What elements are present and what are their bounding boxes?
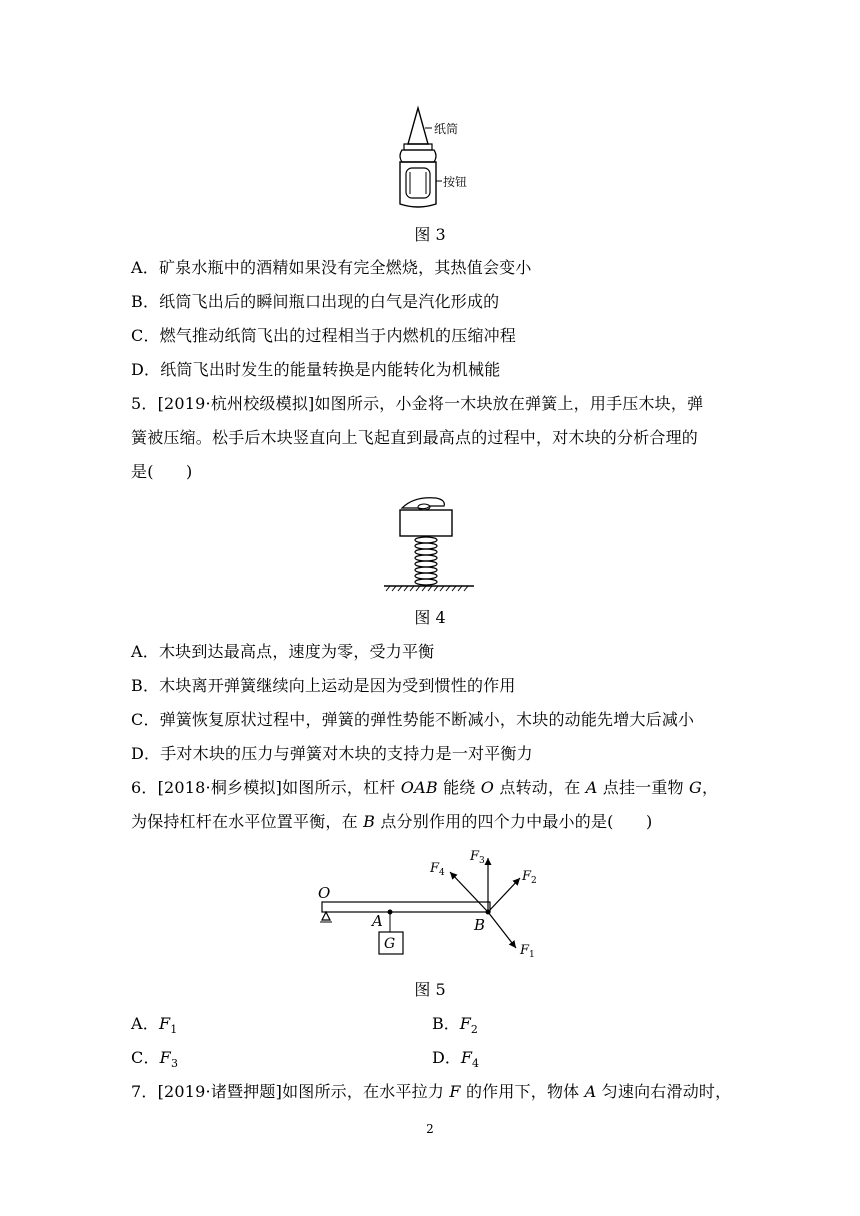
figure-4 <box>380 494 480 594</box>
q5-option-c: C．弹簧恢复原状过程中，弹簧的弹性势能不断减小，木块的动能先增大后减小 <box>131 710 695 729</box>
q6-text: 为保持杠杆在水平位置平衡，在 <box>131 812 364 831</box>
figure-3-drawing <box>380 104 490 216</box>
fig5-label-b: B <box>474 916 486 934</box>
q6-text: 点挂一重物 <box>597 778 690 797</box>
option-var: F <box>159 1048 171 1067</box>
q6-text: 点分别作用的四个力中最小的是( ) <box>375 812 653 831</box>
figure-3-caption: 图 3 <box>414 225 446 244</box>
q5-option-a: A．木块到达最高点，速度为零，受力平衡 <box>131 642 435 661</box>
option-var: F <box>158 1014 171 1033</box>
figure-3 <box>380 104 490 216</box>
option-sub: 1 <box>170 1023 178 1037</box>
option-var: F <box>459 1014 471 1033</box>
q6-option-d <box>432 1047 479 1075</box>
figure-4-drawing <box>380 494 480 594</box>
q5-option-b: B．木块离开弹簧继续向上运动是因为受到惯性的作用 <box>131 676 516 695</box>
q6-option-b <box>432 1013 478 1041</box>
q5-stem-line-3: 是( ) <box>131 462 193 481</box>
q6-stem-line-1 <box>131 777 718 799</box>
q7-var-a: A <box>584 1082 597 1101</box>
q6-option-a <box>131 1013 177 1041</box>
fig5-label-f1: $F_1$ <box>520 943 535 960</box>
option-letter: A． <box>131 1014 159 1033</box>
q7-text: 的作用下，物体 <box>460 1082 585 1101</box>
figure-5 <box>312 842 552 964</box>
q7-text: 匀速向右滑动时， <box>596 1082 732 1101</box>
fig5-label-f2: $F_2$ <box>522 869 537 886</box>
q6-var-g: G <box>689 778 703 797</box>
q4-option-b: B．纸筒飞出后的瞬间瓶口出现的白气是汽化形成的 <box>131 292 500 311</box>
q6-option-c <box>131 1047 178 1075</box>
q4-option-d: D．纸筒飞出时发生的能量转换是内能转化为机械能 <box>131 360 501 379</box>
figure-4-caption: 图 4 <box>414 608 446 627</box>
fig3-label-button: 按钮 <box>443 175 468 189</box>
figure-5-caption: 图 5 <box>414 980 446 999</box>
q5-option-d: D．手对木块的压力与弹簧对木块的支持力是一对平衡力 <box>131 744 533 763</box>
option-letter: D． <box>432 1048 461 1067</box>
q6-var-oab: OAB <box>400 778 438 797</box>
q6-text: ， <box>702 778 719 797</box>
option-sub: 3 <box>170 1057 179 1071</box>
q7-stem-line-1 <box>131 1081 731 1103</box>
q6-text: 点转动，在 <box>494 778 586 797</box>
fig5-label-f4: $F_4$ <box>430 861 445 878</box>
option-var: F <box>460 1048 472 1067</box>
q4-option-a: A．矿泉水瓶中的酒精如果没有完全燃烧，其热值会变小 <box>131 258 532 277</box>
q6-stem-line-2 <box>131 811 652 833</box>
fig5-label-g: G <box>384 936 396 952</box>
option-letter: B． <box>432 1014 460 1033</box>
q7-var-f: F <box>449 1082 461 1101</box>
q6-var-o: O <box>480 778 495 797</box>
option-sub: 4 <box>471 1057 479 1071</box>
fig3-label-tube: 纸筒 <box>434 122 459 136</box>
q6-text: 6．[2018·桐乡模拟]如图所示，杠杆 <box>131 778 401 797</box>
q4-option-c: C．燃气推动纸筒飞出的过程相当于内燃机的压缩冲程 <box>131 326 517 345</box>
fig5-label-f3: $F_3$ <box>470 849 485 866</box>
fig5-label-o: O <box>318 884 331 902</box>
q6-var-a: A <box>585 778 598 797</box>
option-sub: 2 <box>470 1023 478 1037</box>
q5-stem-line-1: 5．[2019·杭州校级模拟]如图所示，小金将一木块放在弹簧上，用手压木块，弹 <box>131 394 704 413</box>
q5-stem-line-2: 簧被压缩。松手后木块竖直向上飞起直到最高点的过程中，对木块的分析合理的 <box>131 428 699 447</box>
q6-var-b: B <box>363 812 376 831</box>
q6-text: 能绕 <box>437 778 481 797</box>
page-number: 2 <box>426 1122 434 1136</box>
figure-5-drawing <box>312 842 552 964</box>
fig5-label-a: A <box>372 912 383 930</box>
option-letter: C． <box>131 1048 160 1067</box>
q7-text: 7．[2019·诸暨押题]如图所示，在水平拉力 <box>131 1082 450 1101</box>
